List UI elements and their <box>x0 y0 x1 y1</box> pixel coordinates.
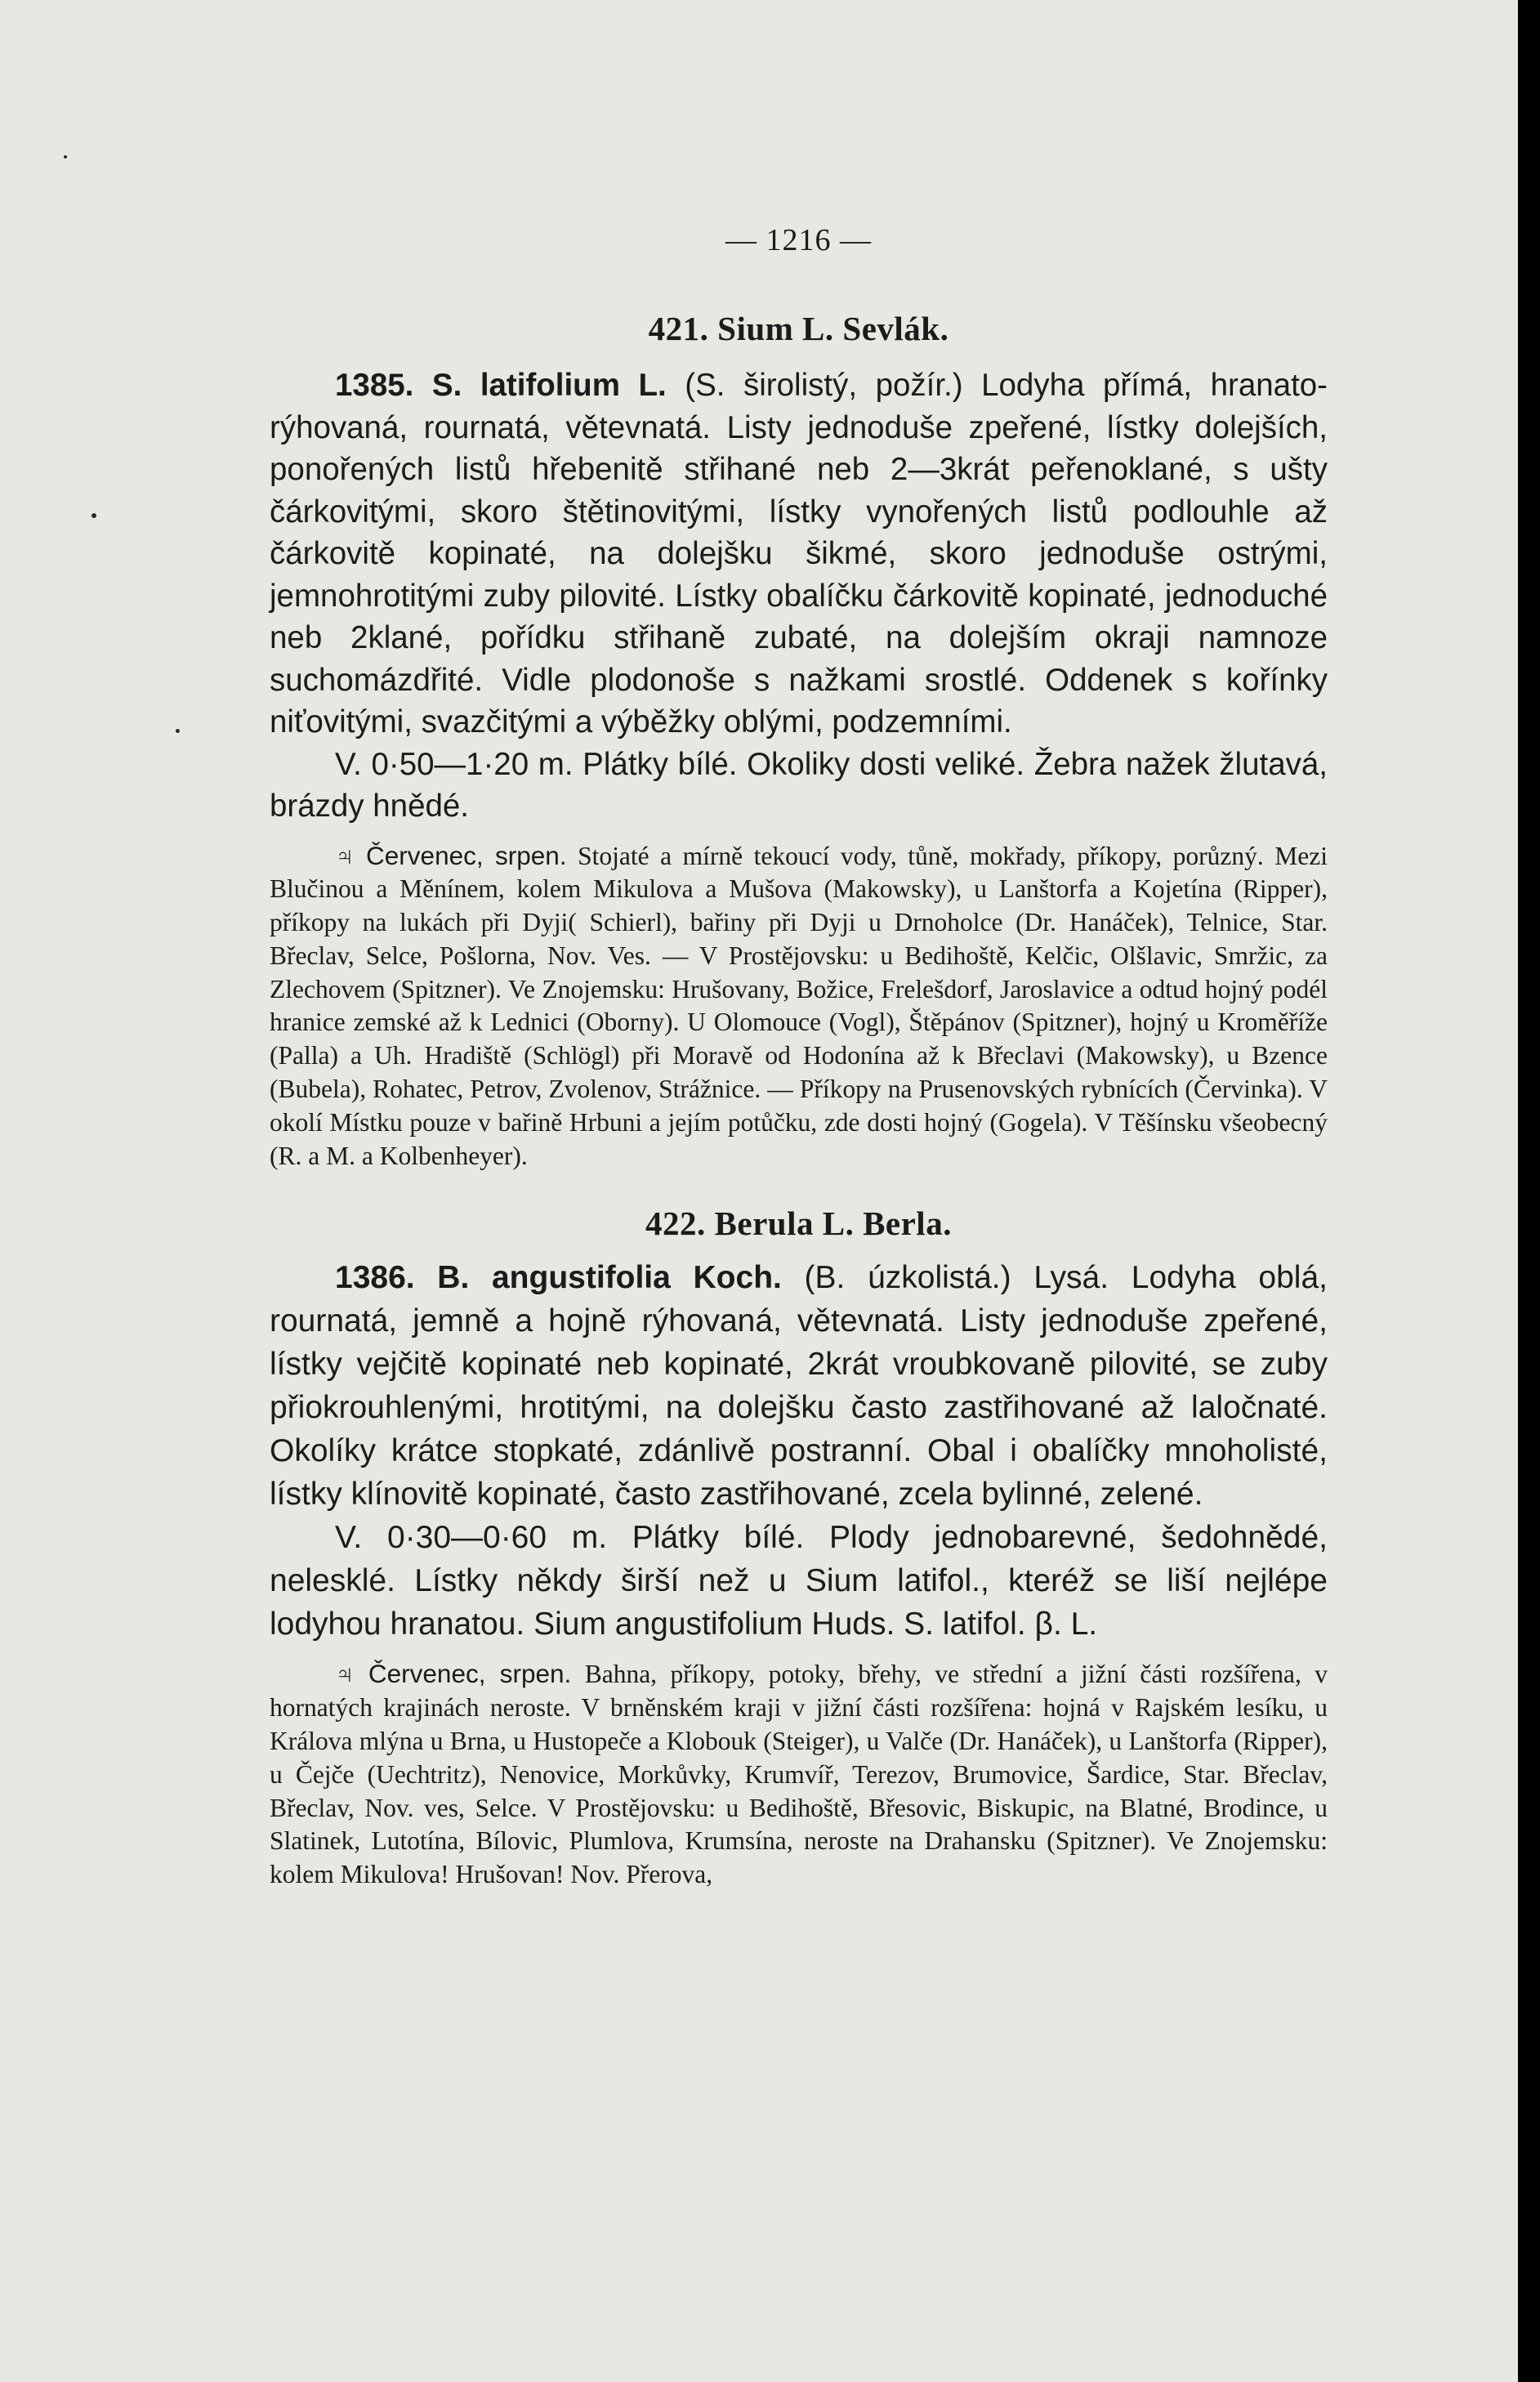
species-number: 1386. <box>335 1260 415 1296</box>
genus-heading-sium: 421. Sium L. Sevlák. <box>648 310 949 347</box>
species-description-text: (S. širolistý, požír.) Lodyha přímá, hranato-rýhovaná, rournatá, větevnatá. Listy jednoduše zpeřené, lístky dolejších, ponořených listů hřebenitě střihané neb 2—3krát peřenoklané, s ušty čárkovitými, skoro štětinovitými, lístky vynořených listů podlouhle až čárkovitě kopinaté, na dolejšku šikmé, skoro jednoduše ostrými, jemnohrotitými zuby pilovité. Lístky obalíčku čárkovitě kopinaté, jednoduché neb 2klané, pořídku střihaně zubaté, na dolejším okraji namnoze suchomázdřité. Vidle plodonoše s nažkami srostlé. Oddenek s kořínky niťovitými, svazčitými a výběžky oblými, podzemními. <box>270 368 1328 740</box>
species-distribution <box>270 1657 1328 1892</box>
flowering-period: ♃ Červenec, srpen. <box>335 1659 572 1689</box>
page-number: — 1216 — <box>725 223 872 257</box>
genus-heading-berula: 422. Berula L. Berla. <box>645 1204 952 1243</box>
distribution-text: Bahna, příkopy, potoky, břehy, ve střední a jižní části rozšířena, v hornatých krajinách neroste. V brněnském kraji v jižní části rozšířena: hojná v Rajském lesíku, u Králova mlýna u Brna, u Hustopeče a Klobouk (Steiger), u Valče (Dr. Hanáček), u Lanštorfa (Ripper), u Čejče (Uechtritz), Nenovice, Morkůvky, Krumvíř, Terezov, Brumovice, Šardice, Star. Břeclav, Břeclav, Nov. ves, Selce. V Prostějovsku: u Bedihoště, Břesovic, Biskupic, na Blatné, Brodince, u Slatinek, Lutotína, Bílovic, Plumlova, Krumsína, neroste na Drahansku (Spitzner). Ve Znojemsku: kolem Mikulova! Hrušovan! Nov. Přerova, <box>270 1660 1328 1889</box>
page-content <box>270 222 1328 1892</box>
species-measurements: V. 0·30—0·60 m. Plátky bílé. Plody jednobarevné, šedohnědé, nelesklé. Lístky někdy širší než u Sium latifol., kteréž se liší nejlépe lodyhou hranatou. Sium angustifolium Huds. S. latifol. β. L. <box>270 1520 1328 1642</box>
distribution-text: Stojaté a mírně tekoucí vody, tůně, mokřady, příkopy, porůzný. Mezi Blučinou a Měnínem, kolem Mikulova a Mušova (Makowsky), u Lanštorfa a Kojetína (Ripper), příkopy na lukách při Dyji( Schierl), bařiny při Dyji u Drnoholce (Dr. Hanáček), Telnice, Star. Břeclav, Selce, Pošlorna, Nov. Ves. — V Prostějovsku: u Bedihoště, Kelčic, Olšlavic, Smržic, za Zlechovem (Spitzner). Ve Znojemsku: Hrušovany, Božice, Frelešdorf, Jaroslavice a odtud hojný podél hranice zemské až k Lednici (Oborny). U Olomouce (Vogl), Štěpánov (Spitzner), hojný u Kroměříže (Palla) a Uh. Hradiště (Schlögl) při Moravě od Hodonína až k Břeclavi (Makowsky), u Bzence (Bubela), Rohatec, Petrov, Zvolenov, Strážnice. — Příkopy na Prusenovských rybnících (Červinka). V okolí Místku pouze v bařině Hrbuni a jejím potůčku, zde dosti hojný (Gogela). V Těšínsku všeobecný (R. a M. a Kolbenheyer). <box>270 841 1328 1170</box>
species-number: 1385. <box>335 368 414 403</box>
species-distribution <box>270 839 1328 1173</box>
scan-speck <box>176 729 180 733</box>
species-description-sium-latifolium <box>270 364 1328 744</box>
species-name: B. angustifolia Koch. <box>437 1260 782 1296</box>
scan-speck <box>64 155 67 159</box>
scan-speck <box>92 513 96 518</box>
species-name: S. latifolium L. <box>431 368 667 403</box>
scan-border <box>1518 0 1540 2382</box>
flowering-period: ♃ Červenec, srpen. <box>335 840 567 870</box>
species-description-berula-angustifolia <box>270 1256 1328 1516</box>
species-measurements: V. 0·50—1·20 m. Plátky bílé. Okoliky dosti veliké. Žebra nažek žlutavá, brázdy hnědé. <box>270 746 1328 824</box>
species-description-text: (B. úzkolistá.) Lysá. Lodyha oblá, rournatá, jemně a hojně rýhovaná, větevnatá. Listy jednoduše zpeřené, lístky vejčitě kopinaté neb kopinaté, 2krát vroubkovaně pilovité, se zuby přiokrouhlenými, hrotitými, na dolejšku často zastřihované až laločnaté. Okolíky krátce stopkaté, zdánlivě postranní. Obal i obalíčky mnoholisté, lístky klínovitě kopinaté, často zastřihované, zcela bylinné, zelené. <box>270 1260 1328 1513</box>
